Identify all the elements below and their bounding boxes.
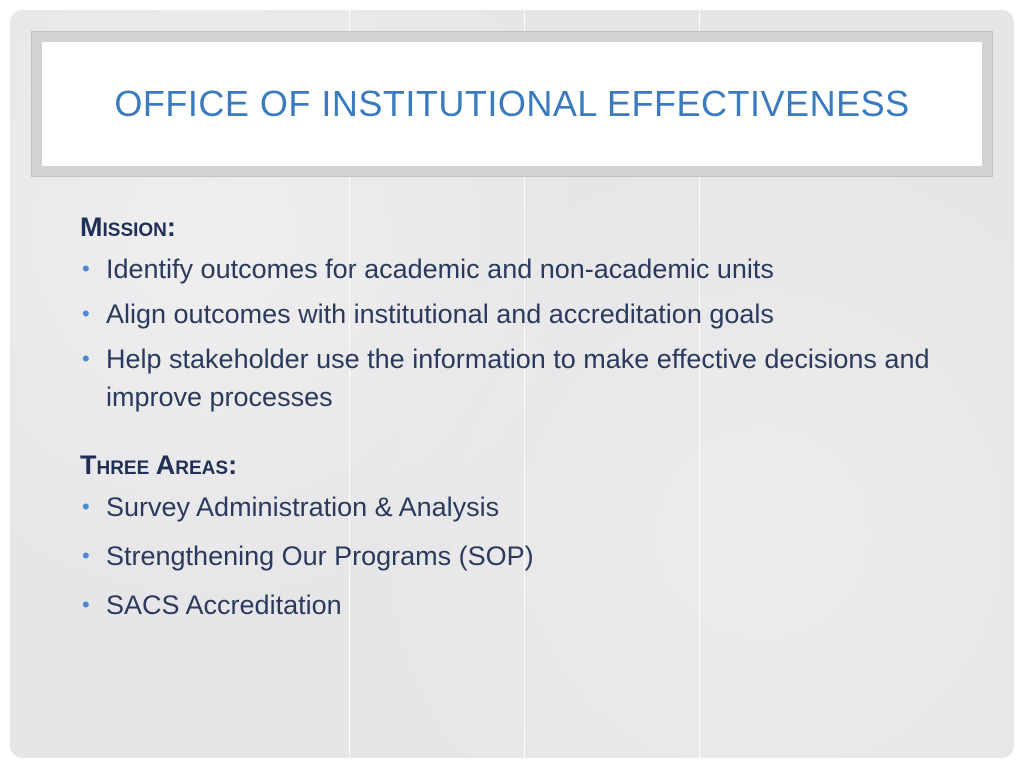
area-item — [80, 537, 960, 575]
bullet-icon: • — [82, 592, 90, 617]
mission-list — [80, 250, 960, 416]
title-box — [42, 42, 982, 166]
areas-heading: Three Areas: — [80, 450, 238, 480]
mission-item-text: Align outcomes with institutional and accreditation goals — [106, 299, 774, 329]
bullet-icon: • — [82, 256, 90, 281]
bullet-icon: • — [82, 494, 90, 519]
area-item-text: SACS Accreditation — [106, 590, 342, 620]
area-item — [80, 586, 960, 624]
title-frame — [31, 31, 993, 177]
bullet-icon: • — [82, 543, 90, 568]
area-item — [80, 488, 960, 526]
mission-item-text: Identify outcomes for academic and non-academic units — [106, 254, 774, 284]
mission-item-text: Help stakeholder use the information to make effective decisions and improve processes — [106, 344, 930, 412]
bullet-icon: • — [82, 346, 90, 371]
mission-item — [80, 295, 960, 333]
area-item-text: Survey Administration & Analysis — [106, 492, 500, 522]
mission-heading: Mission: — [80, 212, 176, 242]
slide-content — [80, 210, 960, 635]
slide-title: OFFICE OF INSTITUTIONAL EFFECTIVENESS — [114, 83, 910, 124]
mission-item — [80, 340, 960, 416]
area-item-text: Strengthening Our Programs (SOP) — [106, 541, 534, 571]
mission-item — [80, 250, 960, 288]
areas-list — [80, 488, 960, 624]
bullet-icon: • — [82, 301, 90, 326]
slide — [10, 10, 1014, 758]
